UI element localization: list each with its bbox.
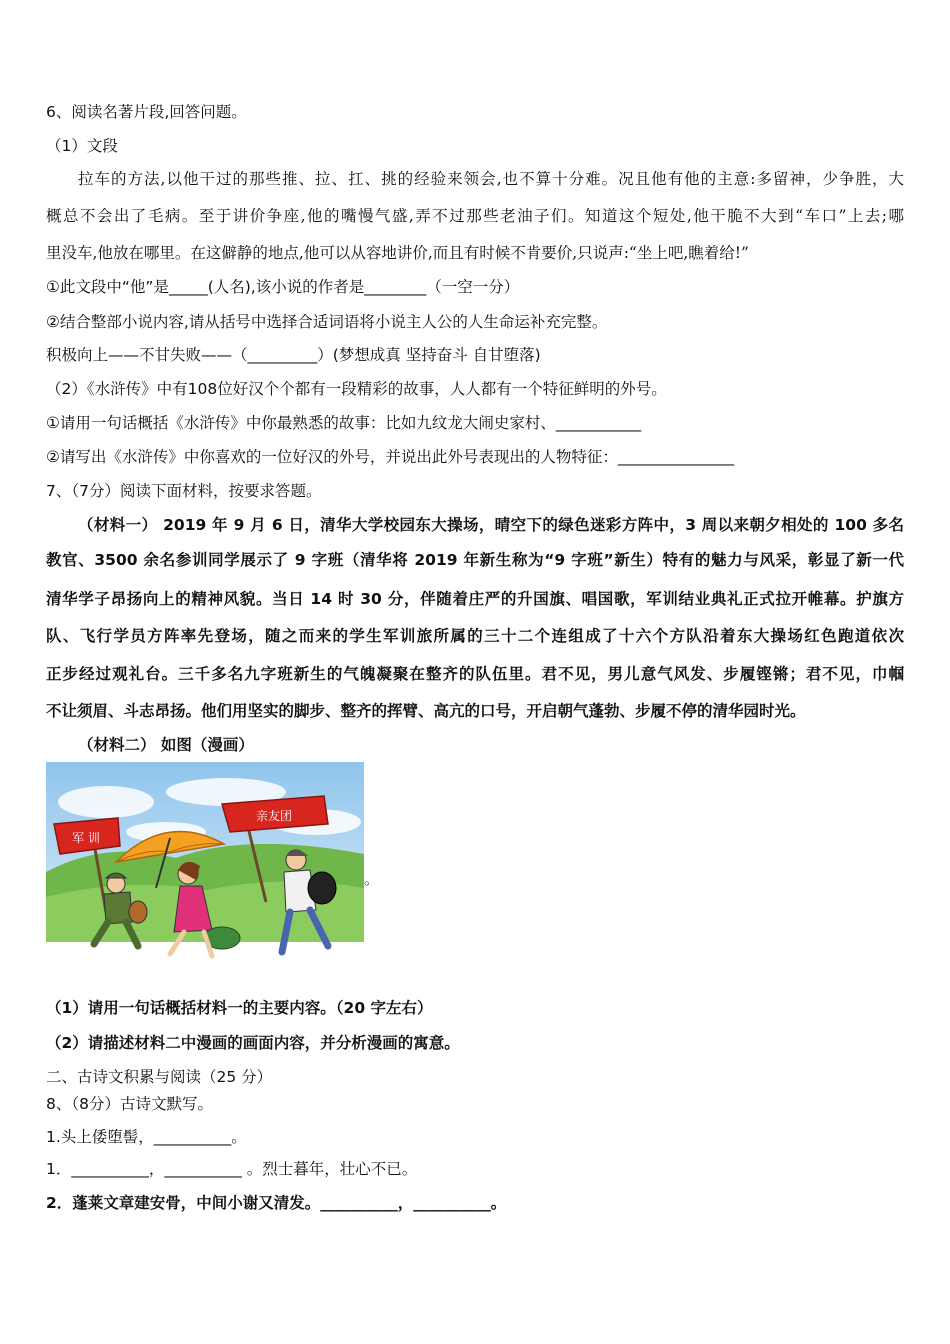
q6-passage-line-2: 概总不会出了毛病。至于讲价争座,他的嘴慢气盛,弄不过那些老油子们。知道这个短处,他干脆不大到“车口”上去;哪 bbox=[46, 207, 904, 225]
q7-material1-line-1: （材料一） 2019 年 9 月 6 日，清华大学校园东大操场，晴空下的绿色迷彩方阵中，3 周以来朝夕相处的 100 多名 bbox=[78, 516, 904, 534]
flag-right-label: 亲友团 bbox=[255, 809, 293, 823]
q7-material1-line-6: 不让须眉、斗志昂扬。他们用坚实的脚步、整齐的挥臂、高亢的口号，开启朝气蓬勃、步履不停的清华园时光。 bbox=[46, 702, 806, 720]
q7-sub-1: （1）请用一句话概括材料一的主要内容。（20 字左右） bbox=[46, 999, 433, 1017]
q6-part2-item-1: ①请用一句话概括《水浒传》中你最熟悉的故事：比如九纹龙大闹史家村、___________ bbox=[46, 414, 642, 432]
cartoon-illustration bbox=[46, 762, 364, 968]
q7-sub-2: （2）请描述材料二中漫画的画面内容，并分析漫画的寓意。 bbox=[46, 1034, 460, 1052]
section-2-heading: 二、古诗文积累与阅读（25 分） bbox=[46, 1068, 273, 1086]
q6-passage-line-1: 拉车的方法,以他干过的那些推、拉、扛、挑的经验来领会,也不算十分难。况且他有他的主意:多留神，少争胜，大 bbox=[78, 170, 904, 188]
q7-material1-line-2: 教官、3500 余名参训同学展示了 9 字班（清华将 2019 年新生称为“9 字班”新生）特有的魅力与风采，彰显了新一代 bbox=[46, 551, 904, 569]
q8-heading: 8、（8分）古诗文默写。 bbox=[46, 1095, 213, 1113]
q7-material1-line-4: 队、飞行学员方阵率先登场，随之而来的学生军训旅所属的三十二个连组成了十六个方队沿着东大操场红色跑道依次 bbox=[46, 627, 904, 645]
q8-line-2: 1．__________，__________ 。烈士暮年，壮心不已。 bbox=[46, 1160, 418, 1178]
q6-part1-label: （1）文段 bbox=[46, 137, 118, 155]
q6-passage-line-3: 里没车,他放在哪里。在这僻静的地点,他可以从容地讲价,而且有时候不肯要价,只说声:“坐上吧,瞧着给!” bbox=[46, 244, 749, 262]
flag-left-label: 军 训 bbox=[72, 831, 100, 845]
cartoon-trailing-period: 。 bbox=[364, 870, 380, 888]
q6-item-2-options: 积极向上——不甘失败——（_________）(梦想成真 坚持奋斗 自甘堕落) bbox=[46, 346, 541, 364]
q6-item-1: ①此文段中“他”是_____(人名),该小说的作者是________（一空一分） bbox=[46, 278, 520, 296]
q6-item-2: ②结合整部小说内容,请从括号中选择合适词语将小说主人公的人生命运补充完整。 bbox=[46, 313, 608, 331]
q6-heading: 6、阅读名著片段,回答问题。 bbox=[46, 103, 247, 121]
q6-part2: （2）《水浒传》中有108位好汉个个都有一段精彩的故事，人人都有一个特征鲜明的外号。 bbox=[46, 380, 667, 398]
q8-line-1: 1.头上倭堕髻，__________。 bbox=[46, 1128, 247, 1146]
q7-material2-label: （材料二） 如图（漫画） bbox=[78, 736, 254, 754]
q6-part2-item-2: ②请写出《水浒传》中你喜欢的一位好汉的外号，并说出此外号表现出的人物特征：_______________ bbox=[46, 448, 735, 466]
q7-material1-line-5: 正步经过观礼台。三千多名九字班新生的气魄凝聚在整齐的队伍里。君不见，男儿意气风发、步履铿锵；君不见，巾帼 bbox=[46, 665, 904, 683]
q7-heading: 7、（7分）阅读下面材料，按要求答题。 bbox=[46, 482, 322, 500]
q7-material1-line-3: 清华学子昂扬向上的精神风貌。当日 14 时 30 分，伴随着庄严的升国旗、唱国歌，军训结业典礼正式拉开帷幕。护旗方 bbox=[46, 590, 904, 608]
q8-line-3: 2．蓬莱文章建安骨，中间小谢又清发。__________，__________。 bbox=[46, 1194, 507, 1212]
